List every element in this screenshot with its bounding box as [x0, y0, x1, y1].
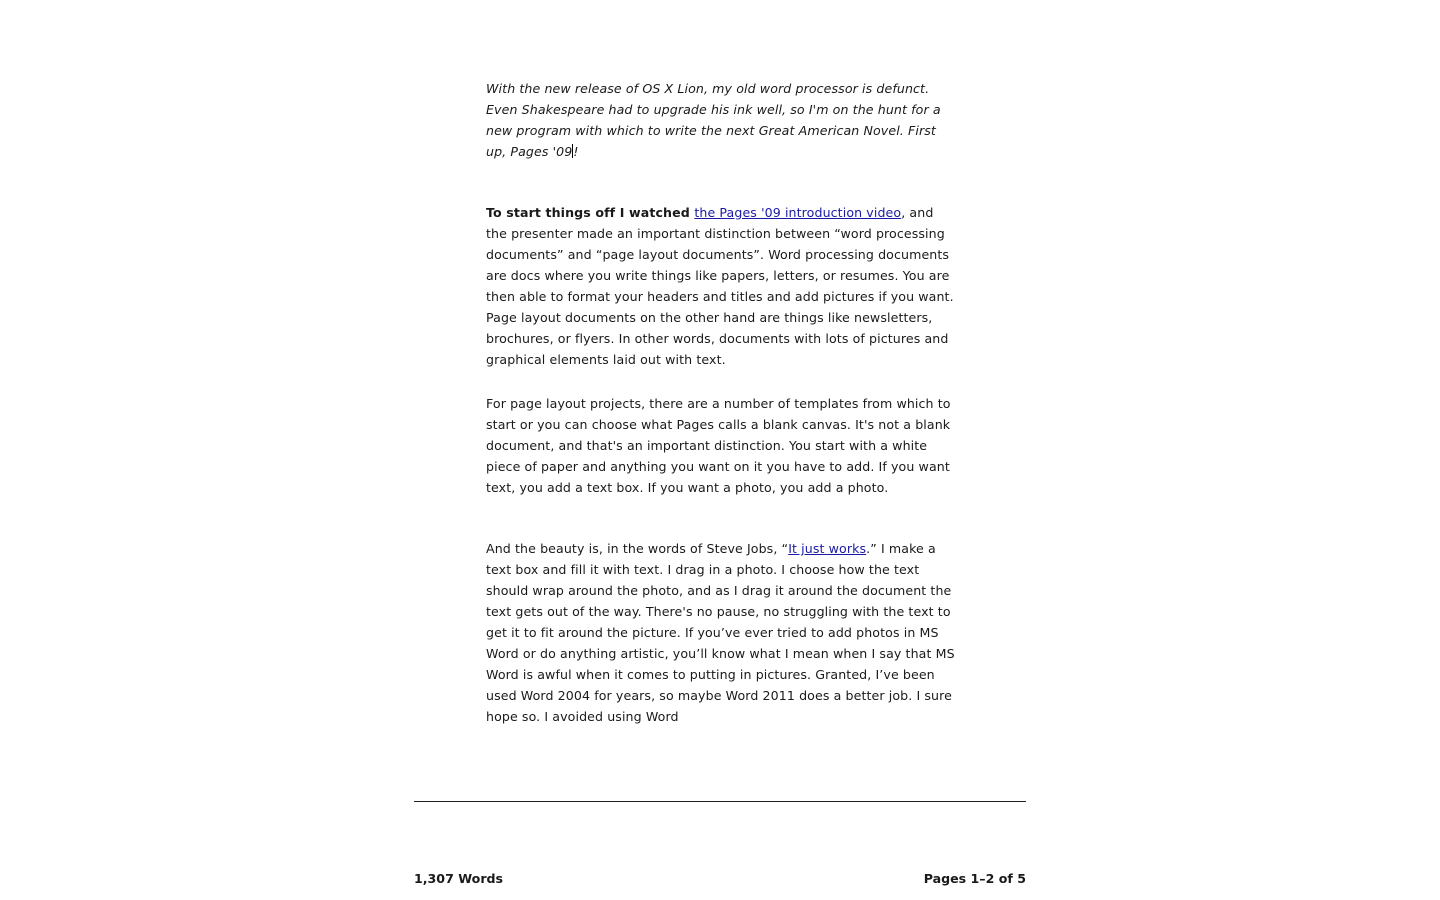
paragraph-it-just-works[interactable] — [486, 538, 956, 727]
page-indicator[interactable]: Pages 1–2 of 5 — [923, 871, 1026, 886]
word-count[interactable]: 1,307 Words — [414, 871, 504, 886]
page-break-divider — [414, 801, 1026, 802]
intro-end-text: ! — [573, 144, 579, 159]
paragraph-text: , and the presenter made an important distinction between “word processing documents” and “page layout documents”. Word processing documents are docs where you write things like papers, letters, or resumes. You are then able to format your headers and titles and add pictures if you want. Page layout documents on the other hand are things like newsletters, brochures, or flyers. In other words, documents with lots of pictures and graphical elements laid out with text. — [486, 205, 954, 367]
it-just-works-link[interactable]: It just works — [788, 541, 867, 556]
paragraph-page-layout[interactable]: For page layout projects, there are a number of templates from which to start or you can choose what Pages calls a blank canvas. It's not a blank document, and that's an important distinction. You start with a white piece of paper and anything you want on it you have to add. If you want text, you add a text box. If you want a photo, you add a photo. — [486, 396, 951, 495]
document-body[interactable] — [486, 78, 956, 727]
intro-paragraph[interactable] — [486, 78, 956, 162]
paragraph-text-after-link: .” I make a text box and fill it with text. I drag in a photo. I choose how the text should wrap around the photo, and as I drag it around the document the text gets out of the way. There's no pause, no struggling with the text to get it to fit around the picture. If you’ve ever tried to add photos in MS Word or do anything artistic, you’ll know what I mean when I say that MS Word is awful when it comes to putting in pictures. Granted, I’ve been used Word 2004 for years, so maybe Word 2011 does a better job. I sure hope so. I avoided using Word — [486, 541, 955, 724]
paragraph-text-before-link: And the beauty is, in the words of Steve Jobs, “ — [486, 541, 789, 556]
intro-text: With the new release of OS X Lion, my old word processor is defunct. Even Shakespeare had to upgrade his ink well, so I'm on the hunt for a new program with which to write the next Great American Novel. First up, Pages '09 — [486, 81, 941, 159]
paragraph-introduction-video[interactable] — [486, 202, 956, 370]
bold-lead-text: To start things off I watched — [486, 205, 695, 220]
pages-intro-video-link[interactable]: the Pages '09 introduction video — [694, 205, 902, 220]
